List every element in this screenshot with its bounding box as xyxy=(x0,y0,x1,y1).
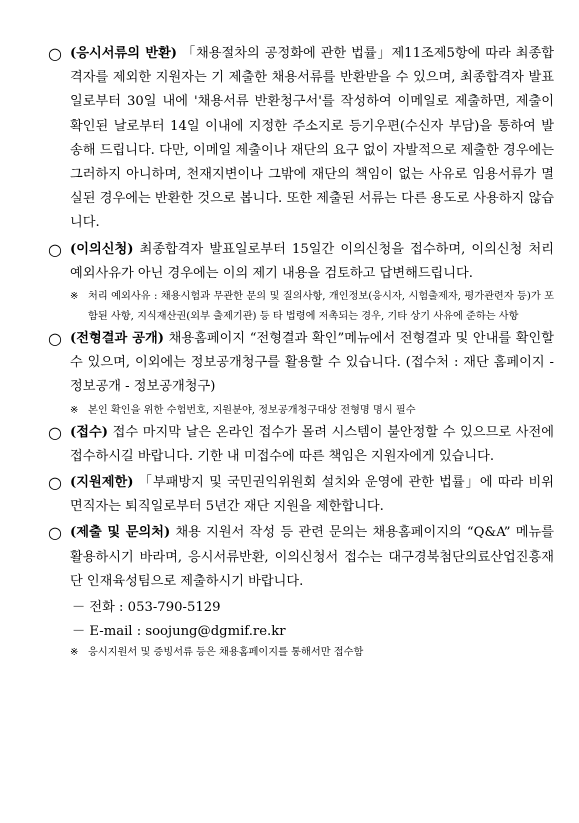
item-text: 최종합격자 발표일로부터 15일간 이의신청을 접수하며, 이의신청 처리 예외사유가 아닌 경우에는 이의 제기 내용을 검토하고 답변해드립니다. xyxy=(70,241,554,281)
item-title: (지원제한) xyxy=(70,475,134,491)
item-title: (전형결과 공개) xyxy=(70,331,164,347)
item-objection xyxy=(48,238,554,286)
contact-phone: － 전화 : 053-790-5129 xyxy=(72,600,221,616)
item-text: 채용 지원서 작성 등 관련 문의는 채용홈페이지의 “Q&A” 메뉴를 활용하시기 바라며, 응시서류반환, 이의신청서 접수는 대구경북첨단의료산업진흥재단 인재육성팀으로 제출하시기 바랍니다. xyxy=(70,525,554,589)
item-text: 「부패방지 및 국민권익위원회 설치와 운영에 관한 법률」에 따라 비위면직자는 퇴직일로부터 5년간 재단 지원을 제한합니다. xyxy=(70,475,554,515)
circle-bullet-icon: ○ xyxy=(48,523,62,543)
circle-bullet-icon: ○ xyxy=(48,473,62,493)
item-document-return xyxy=(48,42,554,236)
circle-bullet-icon: ○ xyxy=(48,422,62,442)
item-title: (제출 및 문의처) xyxy=(70,525,171,541)
note-text: 처리 예외사유 : 채용시험과 무관한 문의 및 질의사항, 개인정보(응시자, 시험출제자, 평가관련자 등)가 포함된 사항, 지식재산권(외부 출제기관) 등 타 법령에 저촉되는 경우, 기타 상기 사유에 준하는 사항 xyxy=(88,291,554,323)
document-body xyxy=(48,42,554,663)
reference-mark-icon: ※ xyxy=(70,291,79,303)
item-title: (응시서류의 반환) xyxy=(70,46,178,61)
note-result-disclosure xyxy=(48,401,554,421)
circle-bullet-icon: ○ xyxy=(48,44,62,63)
item-text: 채용홈페이지 “전형결과 확인”메뉴에서 전형결과 및 안내를 확인할 수 있으며, 이외에는 정보공개청구를 활용할 수 있습니다. (접수처 : 재단 홈페이지 - 정보공개 - 정보공개청구) xyxy=(70,331,554,395)
item-title: (접수) xyxy=(70,424,108,440)
item-text: 접수 마지막 날은 온라인 접수가 몰려 시스템이 불안정할 수 있으므로 사전에 접수하시길 바랍니다. 기한 내 미접수에 따른 책임은 지원자에게 있습니다. xyxy=(70,424,554,464)
item-text: 「채용절차의 공정화에 관한 법률」제11조제5항에 따라 최종합격자를 제외한 지원자는 기 제출한 채용서류를 반환받을 수 있으며, 최종합격자 발표일로부터 30일 내에 '채용서류 반환청구서'를 작성하여 이메일로 제출하면, 제출이 확인된 날로부터 14일 이내에 지정한 주소지로 등기우편(수신자 부담)을 통하여 발송해 드립니다. 다만, 이메일 제출이나 재단의 요구 없이 자발적으로 제출한 경우에는 그러하지 아니하며, 천재지변이나 그밖에 재단의 책임이 없는 사유로 임용서류가 멸실된 경우에는 반환한 것으로 봅니다. 또한 제출된 서류는 다른 용도로 사용하지 않습니다. xyxy=(70,46,554,231)
circle-bullet-icon: ○ xyxy=(48,239,62,259)
reference-mark-icon: ※ xyxy=(70,404,79,416)
contact-email[interactable]: － E-mail : soojung@dgmif.re.kr xyxy=(72,624,286,640)
note-text: 응시지원서 및 증빙서류 등은 채용홈페이지를 통해서만 접수함 xyxy=(88,647,364,659)
item-restriction xyxy=(48,471,554,519)
note-objection xyxy=(48,287,554,327)
note-contact xyxy=(48,643,554,663)
reference-mark-icon: ※ xyxy=(70,647,79,659)
item-contact xyxy=(48,521,554,594)
item-result-disclosure xyxy=(48,327,554,400)
circle-bullet-icon: ○ xyxy=(48,329,62,349)
item-application xyxy=(48,421,554,469)
note-text: 본인 확인을 위한 수험번호, 지원분야, 정보공개청구대상 전형명 명시 필수 xyxy=(88,404,416,416)
item-title: (이의신청) xyxy=(70,241,134,257)
